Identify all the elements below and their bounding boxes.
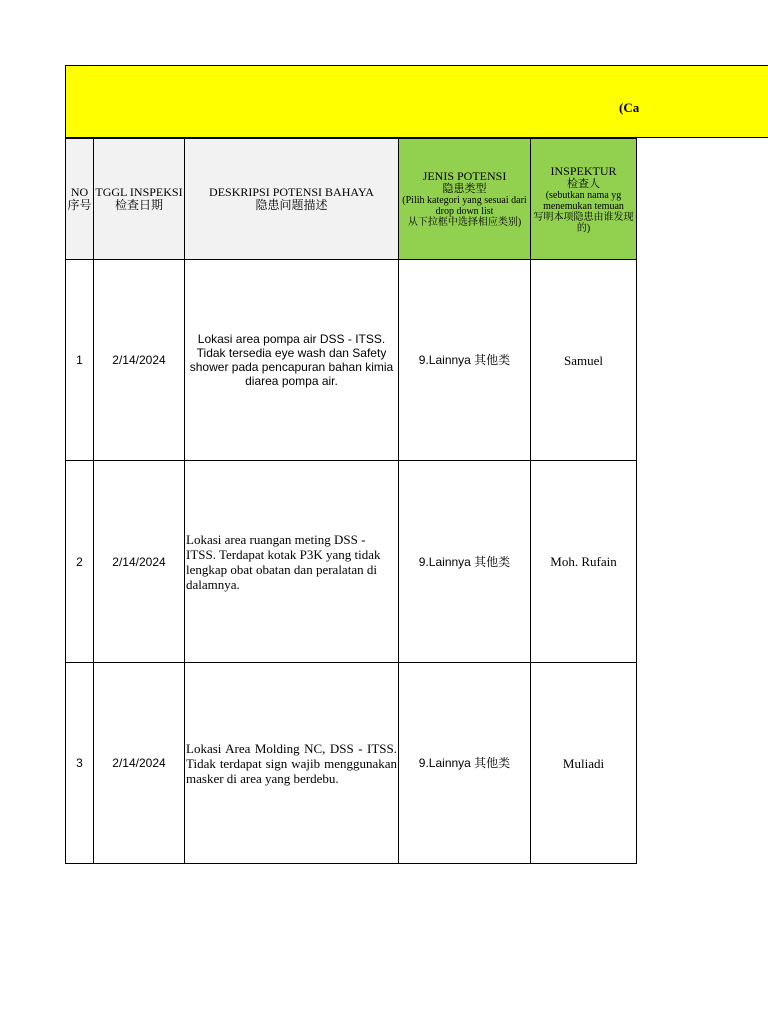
header-deskripsi-cn: 隐患问题描述	[255, 198, 328, 212]
header-tggl	[94, 139, 185, 260]
banner-title: (Ca	[619, 100, 640, 115]
header-inspektur	[531, 139, 637, 260]
header-jenis	[399, 139, 531, 260]
row-date: 2/14/2024	[94, 663, 185, 864]
header-jenis-cn: 隐患类型	[442, 183, 487, 195]
row-inspector: Muliadi	[531, 663, 637, 864]
header-jenis-label: JENIS POTENSI	[422, 169, 507, 183]
row-no: 1	[66, 260, 94, 461]
header-no-cn: 序号	[67, 198, 92, 212]
row-no: 2	[66, 461, 94, 663]
inspection-table	[65, 138, 637, 864]
header-no	[66, 139, 94, 260]
table-row	[66, 260, 637, 461]
row-potential-type: 9.Lainnya 其他类	[399, 663, 531, 864]
header-inspektur-note: (sebutkan nama yg menemukan temuan	[543, 189, 624, 212]
table-row	[66, 663, 637, 864]
row-inspector: Moh. Rufain	[531, 461, 637, 663]
row-potential-type: 9.Lainnya 其他类	[399, 461, 531, 663]
header-tggl-label: TGGL INSPEKSI	[95, 185, 183, 199]
title-banner	[65, 65, 768, 138]
row-no: 3	[66, 663, 94, 864]
table-row	[66, 461, 637, 663]
row-description: Lokasi area ruangan meting DSS - ITSS. Terdapat kotak P3K yang tidak lengkap obat obatan dan peralatan di dalamnya.	[185, 461, 399, 663]
row-inspector: Samuel	[531, 260, 637, 461]
header-deskripsi	[185, 139, 399, 260]
row-date: 2/14/2024	[94, 260, 185, 461]
header-jenis-note-cn: 从下拉框中选择相应类别)	[407, 217, 522, 228]
header-inspektur-note-cn: 写明本项隐患由谁发现的)	[533, 211, 634, 234]
header-jenis-note: (Pilih kategori yang sesuai dari drop down list	[402, 195, 527, 217]
header-inspektur-cn: 检查人	[567, 177, 600, 190]
row-description: Lokasi Area Molding NC, DSS - ITSS. Tidak terdapat sign wajib menggunakan masker di area yang berdebu.	[185, 663, 399, 864]
header-inspektur-label: INSPEKTUR	[550, 163, 617, 178]
header-deskripsi-label: DESKRIPSI POTENSI BAHAYA	[209, 185, 374, 199]
header-row	[66, 139, 637, 260]
row-description: Lokasi area pompa air DSS - ITSS. Tidak tersedia eye wash dan Safety shower pada pencapuran bahan kimia diarea pompa air.	[185, 260, 399, 461]
header-no-label: NO	[70, 185, 89, 199]
row-potential-type: 9.Lainnya 其他类	[399, 260, 531, 461]
row-date: 2/14/2024	[94, 461, 185, 663]
header-tggl-cn: 检查日期	[114, 198, 163, 212]
